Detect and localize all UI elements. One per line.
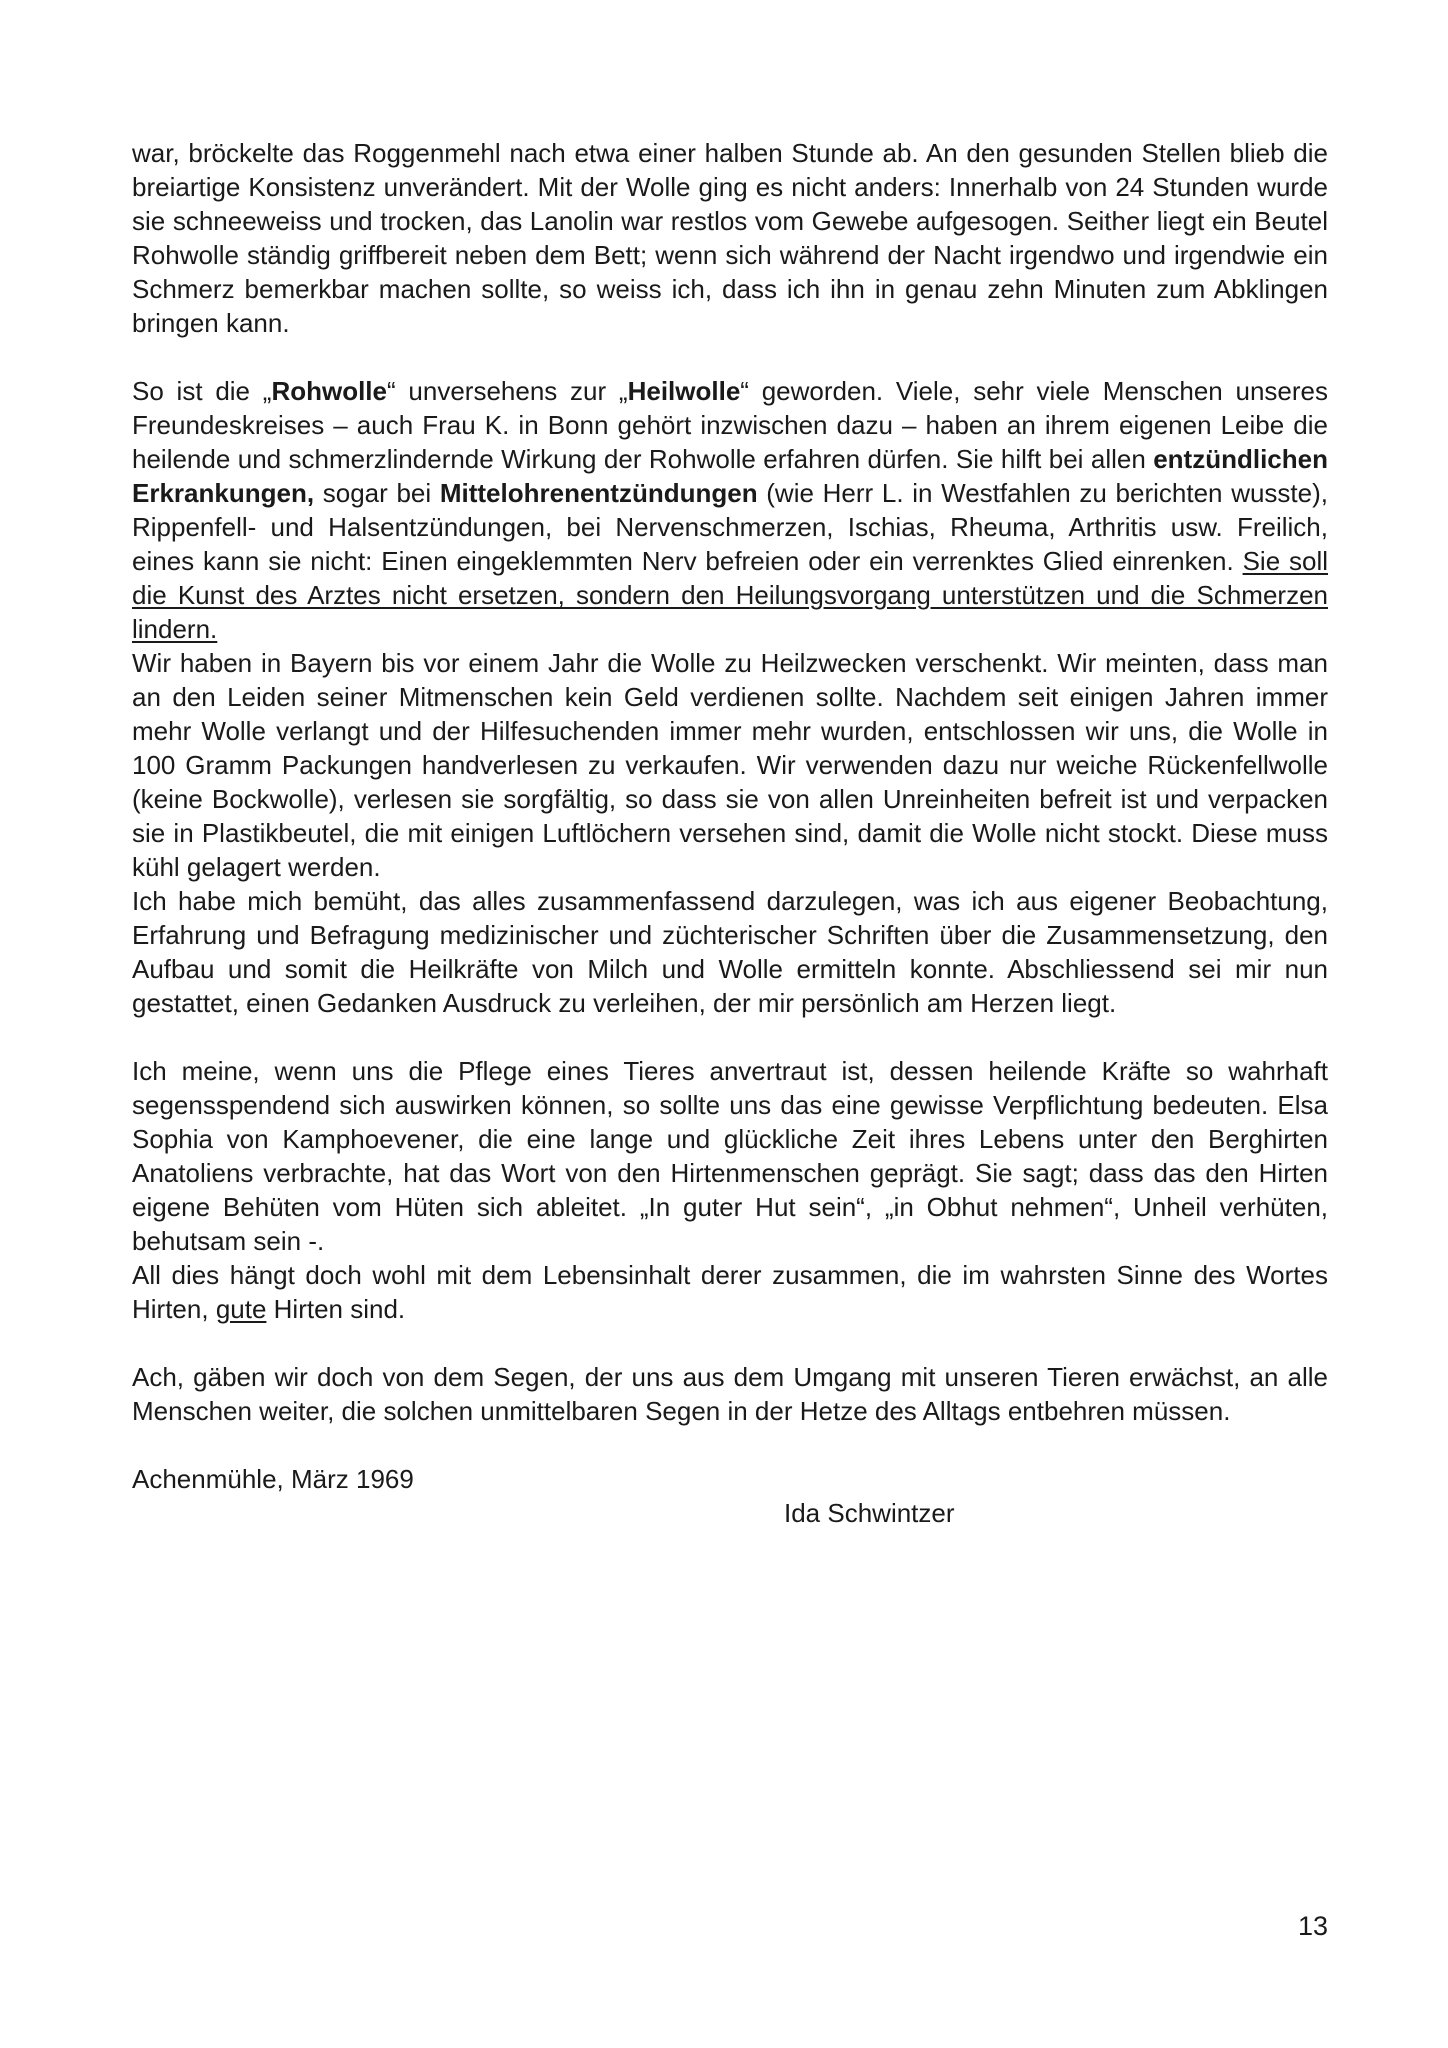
paragraph-wool-experiment: war, bröckelte das Roggenmehl nach etwa einer halben Stunde ab. An den gesunden Stellen blieb die breiartige Konsistenz unverändert. Mit der Wolle ging es nicht anders: Innerhalb von 24 Stunden wurde sie schneeweiss und trocken, das Lanolin war restlos vom Gewebe aufgesogen. Seither liegt ein Beutel Rohwolle ständig griffbereit neben dem Bett; wenn sich während der Nacht irgendwo und irgendwie ein Schmerz bemerkbar machen sollte, so weiss ich, dass ich ihn in genau zehn Minuten zum Abklingen bringen kann. bbox=[132, 138, 1328, 338]
paragraph-gap bbox=[132, 1326, 1328, 1360]
paragraph-gap bbox=[132, 1020, 1328, 1054]
bold-term-heilwolle: Heilwolle bbox=[627, 376, 741, 406]
paragraph-heilwolle bbox=[132, 374, 1328, 646]
paragraph-gap bbox=[132, 1428, 1328, 1462]
author-signature: Ida Schwintzer bbox=[784, 1498, 955, 1528]
text-run: sogar bei bbox=[314, 478, 440, 508]
document-body bbox=[132, 136, 1328, 1530]
page-number: 13 bbox=[1297, 1911, 1328, 1941]
paragraph-summary: Ich habe mich bemüht, das alles zusammenfassend darzulegen, was ich aus eigener Beobachtung, Erfahrung und Befragung medizinischer und züchterischer Schriften über die Zusammensetzung, den Aufbau und somit die Heilkräfte von Milch und Wolle ermitteln konnte. Abschliessend sei mir nun gestattet, einen Gedanken Ausdruck zu verleihen, der mir persönlich am Herzen liegt. bbox=[132, 886, 1328, 1018]
text-run: All dies hängt doch wohl mit dem Lebensinhalt derer zusammen, die im wahrsten Sinne des Wortes Hirten, bbox=[132, 1260, 1328, 1324]
paragraph-gute-hirten bbox=[132, 1258, 1328, 1326]
underlined-sentence: Sie soll die Kunst des Arztes nicht ersetzen, sondern den Heilungsvorgang unterstützen und die Schmerzen lindern. bbox=[132, 546, 1328, 644]
text-run: Hirten sind. bbox=[266, 1294, 406, 1324]
text-run: So ist die „ bbox=[132, 376, 272, 406]
paragraph-bayern-sales: Wir haben in Bayern bis vor einem Jahr die Wolle zu Heilzwecken verschenkt. Wir meinten, dass man an den Leiden seiner Mitmenschen kein Geld verdienen sollte. Nachdem seit einigen Jahren immer mehr Wolle verlangt und der Hilfesuchenden immer mehr wurden, entschlossen wir uns, die Wolle in 100 Gramm Packungen handverlesen zu verkaufen. Wir verwenden dazu nur weiche Rückenfellwolle (keine Bockwolle), verlesen sie sorgfältig, so dass sie von allen Unreinheiten befreit ist und verpacken sie in Plastikbeutel, die mit einigen Luftlöchern versehen sind, damit die Wolle nicht stockt. Diese muss kühl gelagert werden. bbox=[132, 648, 1328, 882]
text-run: “ unversehens zur „ bbox=[387, 376, 628, 406]
place-date: Achenmühle, März 1969 bbox=[132, 1464, 414, 1494]
text-run: “ geworden. Viele, sehr viele Menschen unseres Freundeskreises – auch Frau K. in Bonn gehört inzwischen dazu – haben an ihrem eigenen Leibe die heilende und schmerzlindernde Wirkung der Rohwolle erfahren dürfen. Sie hilft bei allen bbox=[132, 376, 1329, 474]
bold-term-rohwolle: Rohwolle bbox=[271, 376, 387, 406]
paragraph-segen: Ach, gäben wir doch von dem Segen, der uns aus dem Umgang mit unseren Tieren erwächst, an alle Menschen weiter, die solchen unmittelbaren Segen in der Hetze des Alltags entbehren müssen. bbox=[132, 1362, 1328, 1426]
bold-term-entzuendliche-erkrankungen: entzündlichen Erkrankungen, bbox=[132, 444, 1328, 508]
text-run: (wie Herr L. in Westfahlen zu berichten wusste), Rippenfell- und Halsentzündungen, bei Nervenschmerzen, Ischias, Rheuma, Arthritis usw. Freilich, eines kann sie nicht: Einen eingeklemmten Nerv befreien oder ein verrenktes Glied einrenken. bbox=[132, 478, 1328, 576]
paragraph-gap bbox=[132, 340, 1328, 374]
underlined-word: gute bbox=[215, 1294, 267, 1324]
bold-term-mittelohrenentzuendungen: Mittelohrenentzündungen bbox=[439, 478, 758, 508]
paragraph-hirten: Ich meine, wenn uns die Pflege eines Tieres anvertraut ist, dessen heilende Kräfte so wahrhaft segensspendend sich auswirken können, so sollte uns das eine gewisse Verpflichtung bedeuten. Elsa Sophia von Kamphoevener, die eine lange und glückliche Zeit ihres Lebens unter den Berghirten Anatoliens verbrachte, hat das Wort von den Hirtenmenschen geprägt. Sie sagt; dass das den Hirten eigene Behüten vom Hüten sich ableitet. „In guter Hut sein“, „in Obhut nehmen“, Unheil verhüten, behutsam sein -. bbox=[132, 1056, 1328, 1256]
